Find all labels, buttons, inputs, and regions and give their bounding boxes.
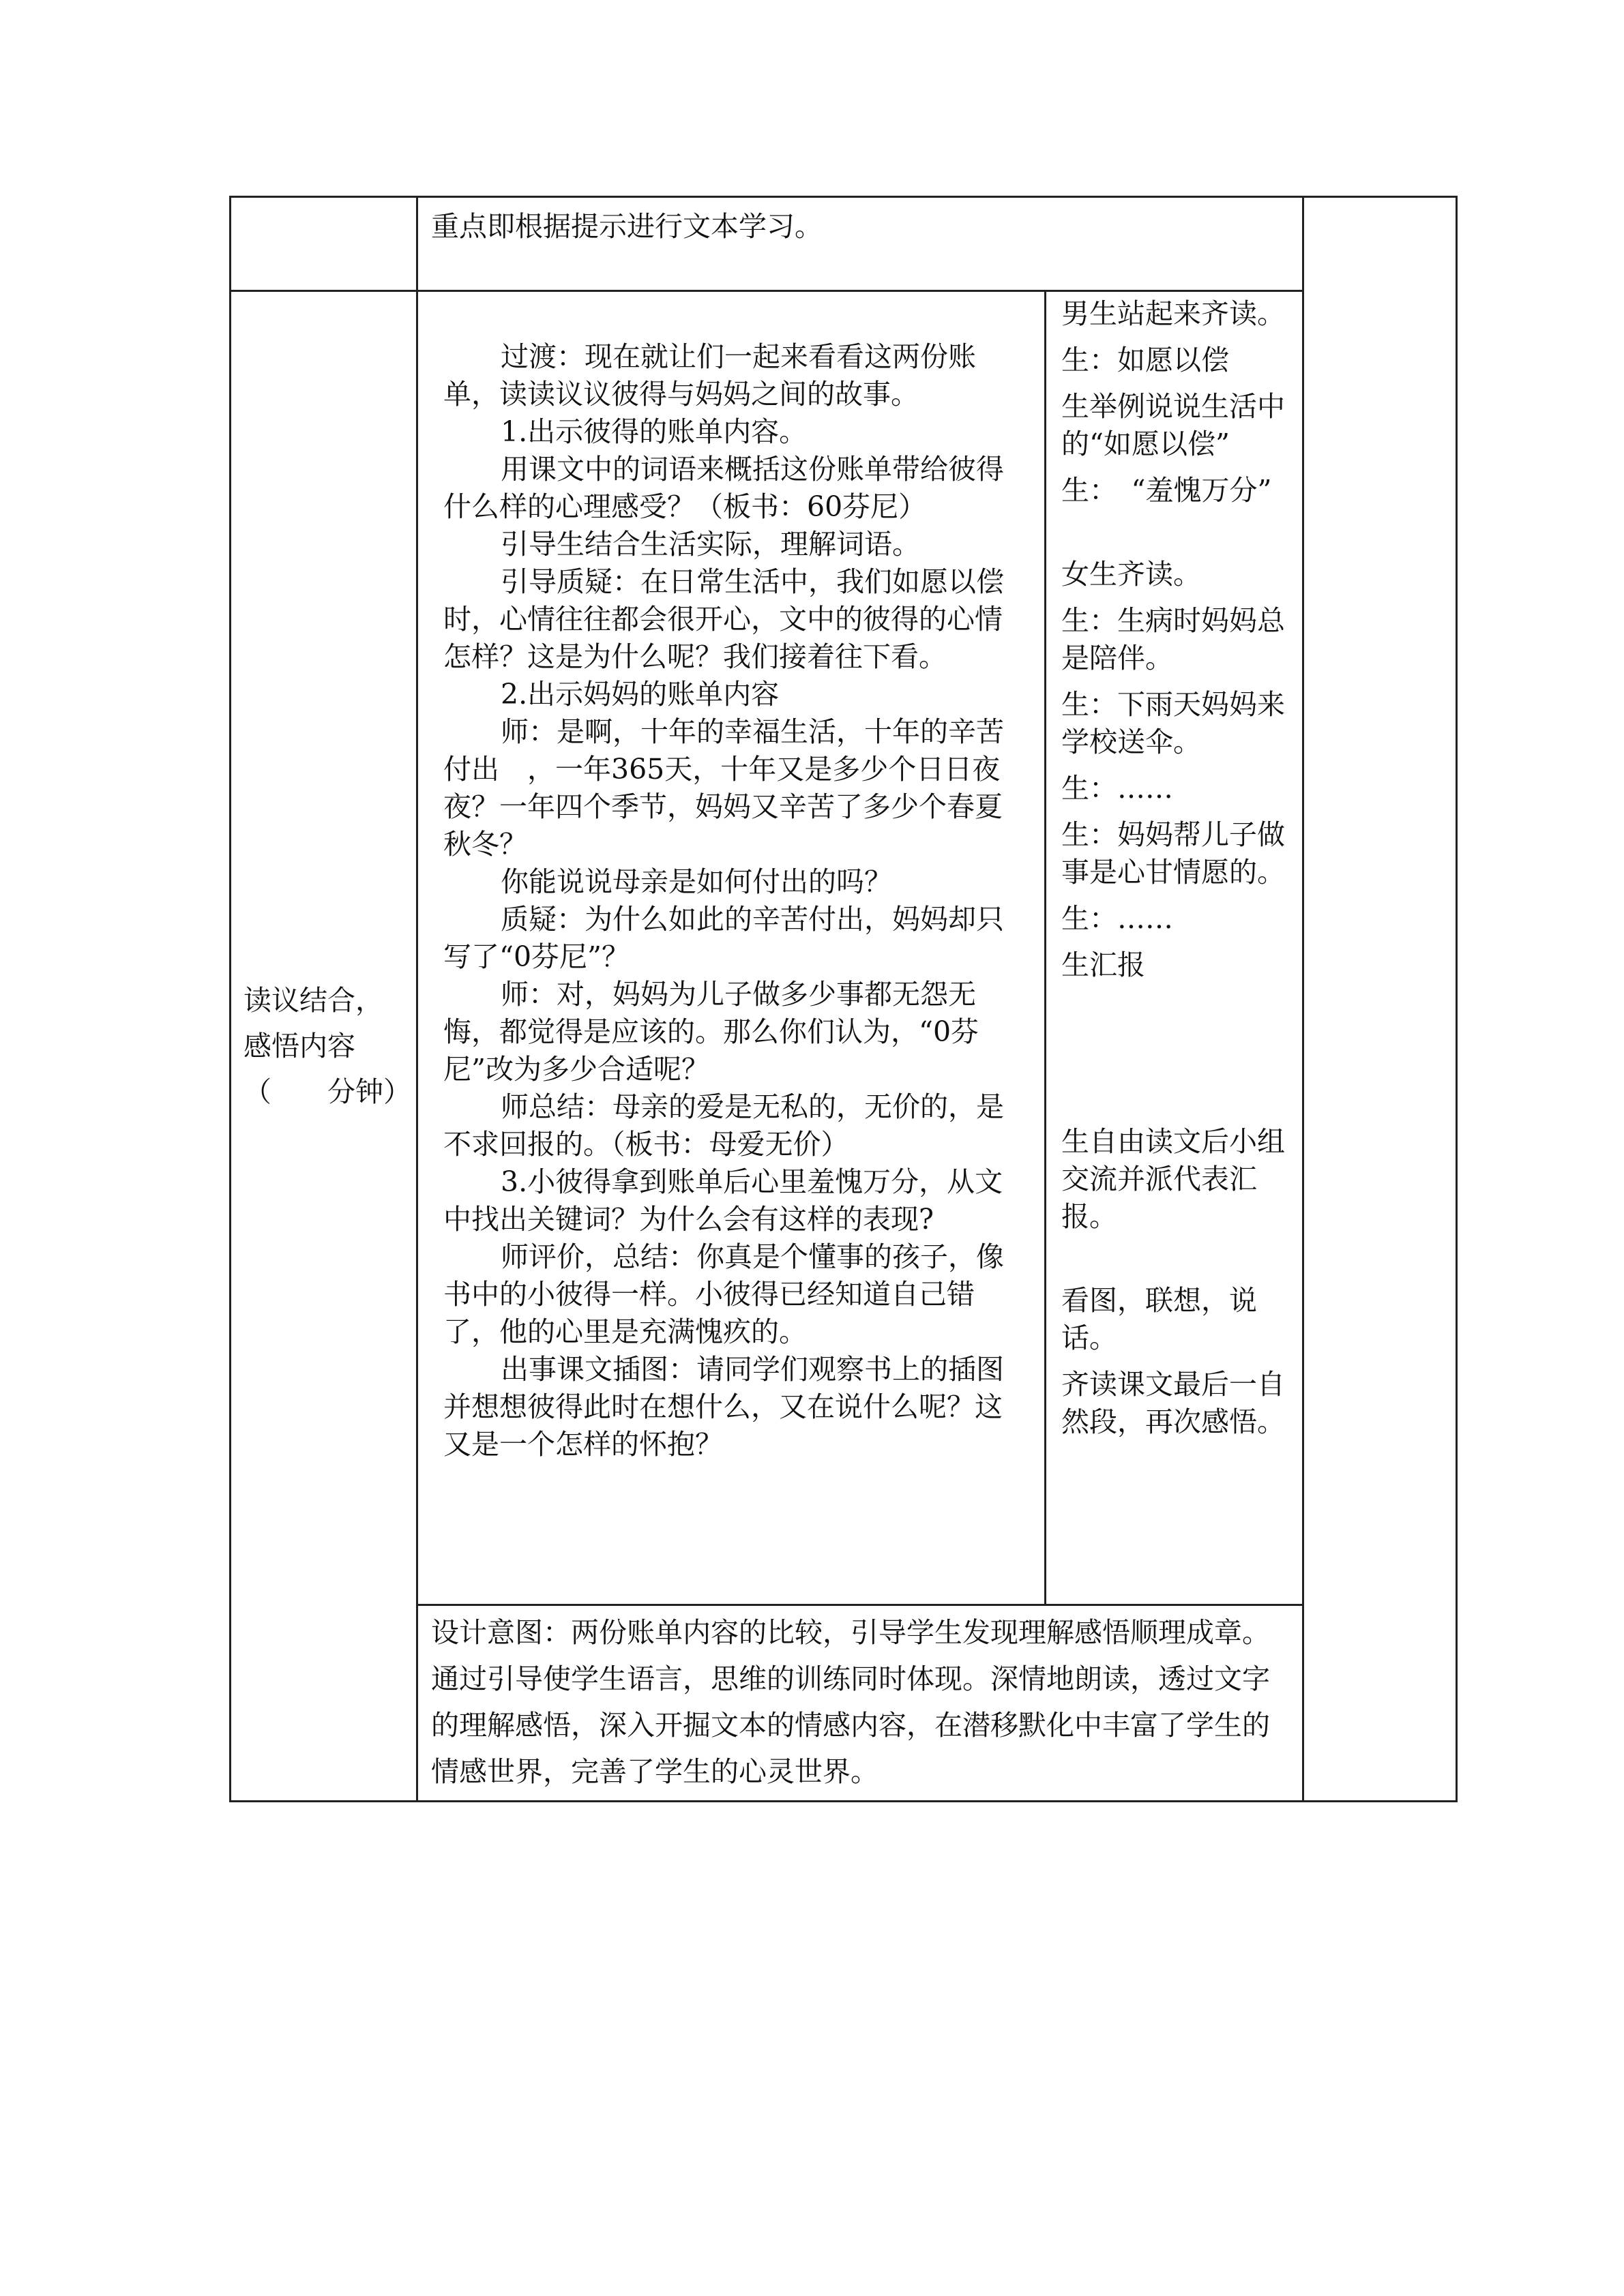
student-activity-6: 生：生病时妈妈总是陪伴。 <box>1061 604 1285 674</box>
teacher-activities-cell <box>443 338 1030 1463</box>
teacher-activity-14: 出事课文插图：请同学们观察书上的插图并想想彼得此时在想什么，又在说什么呢？这又是一个怎样的怀抱？ <box>443 1353 1004 1461</box>
teacher-activity-13: 师评价，总结：你真是个懂事的孩子，像书中的小彼得一样。小彼得已经知道自己错了，他的心里是充满愧疚的。 <box>443 1240 1004 1348</box>
column-divider-2 <box>1044 290 1046 1606</box>
student-activity-4: 生： “羞愧万分” <box>1061 474 1272 507</box>
row-divider-2 <box>416 1604 1303 1606</box>
top-row-content <box>431 208 1290 245</box>
student-activity-7: 生：下雨天妈妈来学校送伞。 <box>1061 688 1285 758</box>
stage-label-line-1: 读议结合， <box>243 984 383 1017</box>
teacher-activity-9: 质疑：为什么如此的辛苦付出，妈妈却只写了“0芬尼”？ <box>443 903 1004 973</box>
teacher-activity-12: 3.小彼得拿到账单后心里羞愧万分，从文中找出关键词？为什么会有这样的表现? <box>443 1165 1003 1236</box>
stage-label-cell <box>243 982 411 1111</box>
student-activity-14: 齐读课文最后一自然段，再次感悟。 <box>1061 1368 1285 1438</box>
teacher-activity-2: 1.出示彼得的账单内容。 <box>501 415 808 448</box>
stage-label-line-3: （ 分钟） <box>243 1075 411 1108</box>
teacher-activity-11: 师总结：母亲的爱是无私的，无价的，是不求回报的。（板书：母爱无价） <box>443 1090 1004 1161</box>
stage-label-line-2: 感悟内容 <box>243 1030 355 1062</box>
student-activity-12: 生自由读文后小组交流并派代表汇报。 <box>1061 1125 1285 1233</box>
student-activity-3: 生举例说说生活中的“如愿以偿” <box>1061 390 1285 460</box>
student-activity-10: 生：…… <box>1061 902 1173 935</box>
teacher-activity-3: 用课文中的词语来概括这份账单带给彼得什么样的心理感受？（板书：60芬尼） <box>443 453 1004 523</box>
column-divider-1 <box>416 196 418 1802</box>
teacher-activity-5: 引导质疑：在日常生活中，我们如愿以偿时，心情往往都会很开心，文中的彼得的心情怎样？这是为什么呢？我们接着往下看。 <box>443 565 1004 673</box>
teacher-activity-1: 过渡：现在就让们一起来看看这两份账单，读读议议彼得与妈妈之间的故事。 <box>443 340 976 411</box>
design-intent-text: 设计意图：两份账单内容的比较，引导学生发现理解感悟顺理成章。通过引导使学生语言，思维的训练同时体现。深情地朗读，透过文字的理解感悟，深入开掘文本的情感内容，在潜移默化中丰富了学生的情感世界，完善了学生的心灵世界。 <box>431 1616 1270 1788</box>
student-activity-9: 生：妈妈帮儿子做事是心甘情愿的。 <box>1061 818 1285 889</box>
student-activity-1: 男生站起来齐读。 <box>1061 297 1285 330</box>
teacher-activity-10: 师：对，妈妈为儿子做多少事都无怨无悔，都觉得是应该的。那么你们认为，“0芬尼”改为多少合适呢？ <box>443 978 979 1086</box>
column-divider-3 <box>1302 196 1304 1802</box>
teacher-activity-4: 引导生结合生活实际，理解词语。 <box>501 528 920 561</box>
design-intent-cell <box>431 1609 1294 1795</box>
teacher-activity-7: 师：是啊，十年的幸福生活，十年的辛苦付出 ，一年365天，十年又是多少个日日夜夜？一年四个季节，妈妈又辛苦了多少个春夏秋冬？ <box>443 715 1004 861</box>
table-top-border <box>229 196 1457 198</box>
table-right-border <box>1456 196 1458 1802</box>
table-bottom-border <box>229 1800 1457 1802</box>
student-activity-2: 生：如愿以偿 <box>1061 344 1229 376</box>
student-activities-cell <box>1061 295 1293 1450</box>
student-activity-5: 女生齐读。 <box>1061 558 1201 591</box>
row-divider-1 <box>229 290 1303 292</box>
student-activity-13: 看图，联想，说话。 <box>1061 1284 1257 1354</box>
student-activity-8: 生：…… <box>1061 772 1173 805</box>
table-left-border <box>229 196 231 1802</box>
teacher-activity-6: 2.出示妈妈的账单内容 <box>501 678 780 711</box>
student-activity-11: 生汇报 <box>1061 949 1145 981</box>
teacher-activity-8: 你能说说母亲是如何付出的吗？ <box>501 865 892 898</box>
top-row-text: 重点即根据提示进行文本学习。 <box>431 210 823 243</box>
